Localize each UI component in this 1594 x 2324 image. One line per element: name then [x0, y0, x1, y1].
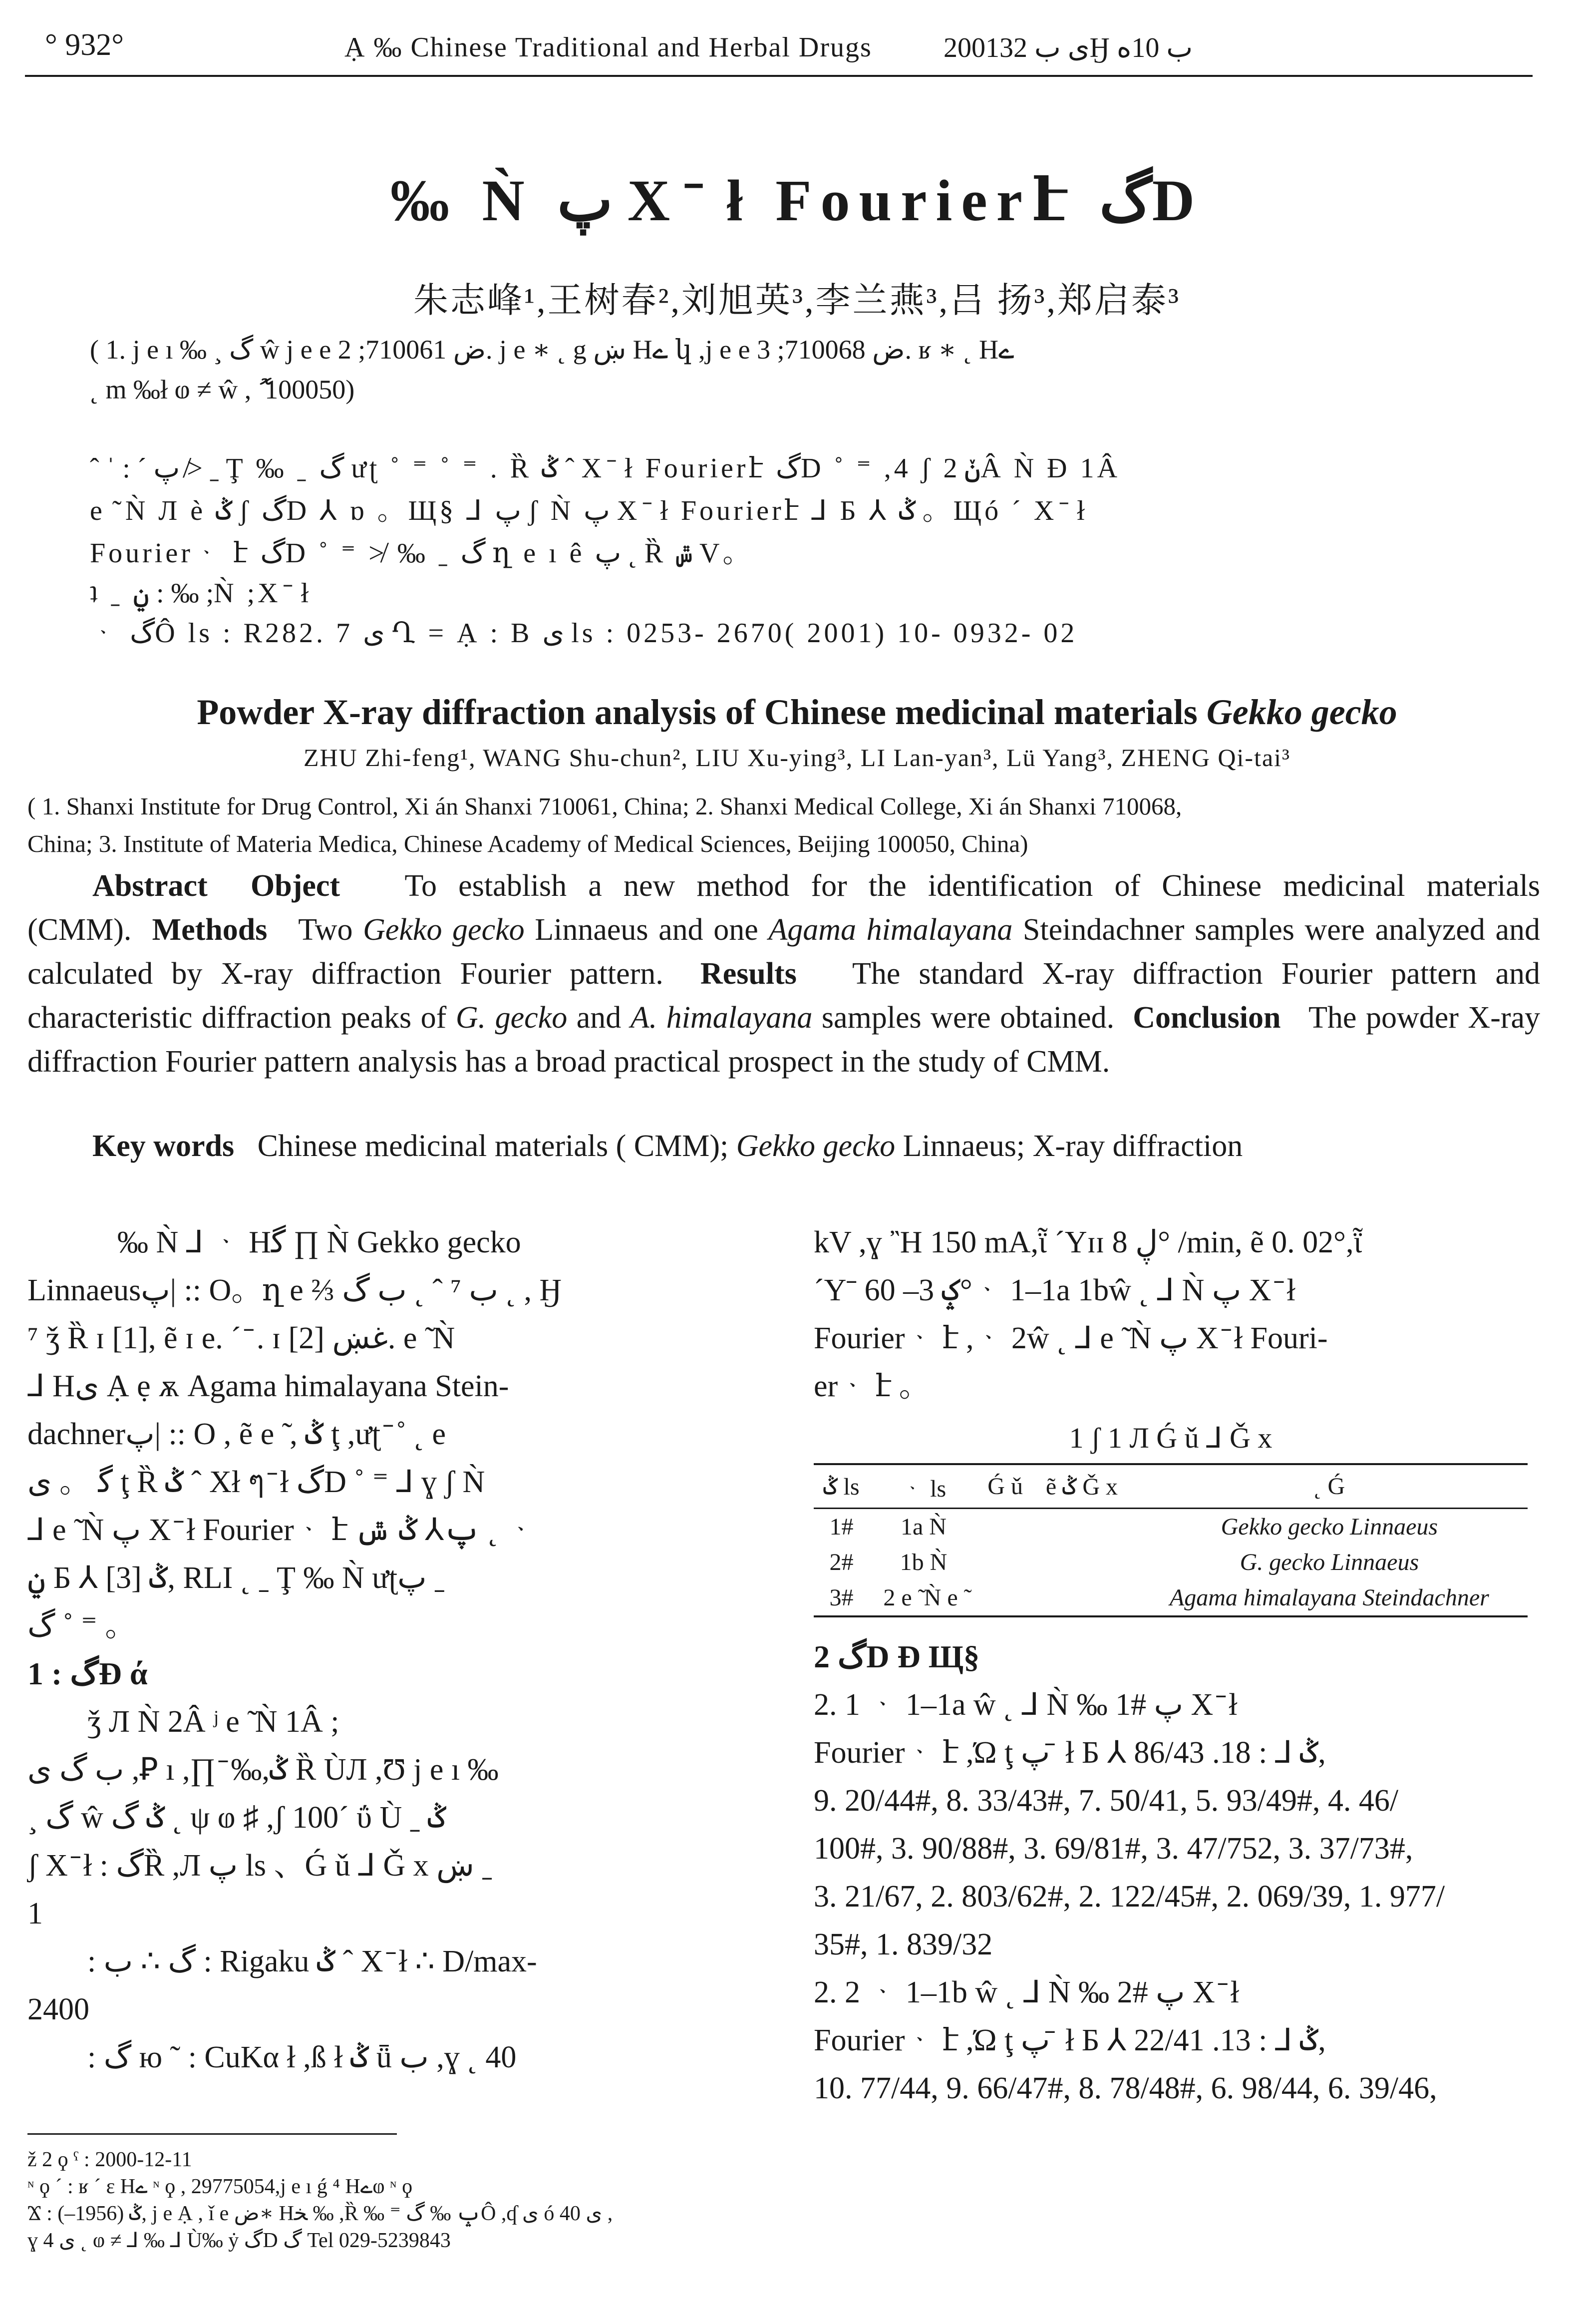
abstract-cn-line1: ˆ ˈ : ˊ پ ≯ ˍ Ţ ‰ ˍ گ ưʈ ˚ ⁼ ˚ ⁼ . Ȑ ݣ ˆ X ̄ ł Fourierէ گD ˚ ⁼ ,4 ʃ ݩ 2Â Ǹ Ɖ 1Â: [90, 453, 1121, 484]
results-italic-a: G. gecko: [455, 1001, 568, 1035]
footnote-line2: ᶰ ϙ ˊ : ʁ ˊ ε Hے ᶰ ϙ , 29775054,j e ı ǵ ⁴ Hےⱷ ᶰ ϙ: [27, 2175, 413, 2198]
s22-line: 10. 77/44, 9. 66/47#, 8. 78/48#, 6. 98/44, 6. 39/46,: [814, 2071, 1437, 2105]
authors-en: ZHU Zhi-feng¹, WANG Shu-chun², LIU Xu-ying³, LI Lan-yan³, Lü Yang³, ZHENG Qi-tai³: [303, 744, 1291, 772]
intro-line: ⁷ ǯ Ȑ ɪ [1], ẽ ɪ e. ˊ ̄ . ɪ غښ [2]. e ̃ Ǹ: [27, 1321, 455, 1355]
table-cell: 1#: [829, 1514, 854, 1540]
s21-line: 3. 21/67, 2. 803/62#, 2. 122/45#, 2. 069/39, 1. 977/: [814, 1880, 1445, 1914]
header-rule: [25, 75, 1533, 77]
table-cell: 2#: [829, 1549, 854, 1575]
footnote-line1: ž 2 ϙ ˁ : 2000-12-11: [27, 2148, 192, 2171]
results-italic-b: A. himalayana: [630, 1001, 813, 1035]
s22-line: Fourierᆞ է ,Ώ ţ پ ̄ ł Ƃ ⅄ ݣ ⅃ : 13. 22/41,: [814, 2023, 1326, 2057]
table-cell: [978, 1545, 1032, 1580]
title-cn: ‰ Ǹ پ X ̄ ł Fourierէ گD: [390, 168, 1204, 233]
abstract-en: [27, 864, 1540, 1084]
authors-cn: 朱志峰¹,王树春²,刘旭英³,李兰燕³,吕 扬³,郑启泰³: [413, 282, 1181, 320]
abstract-label: Abstract: [92, 869, 208, 903]
methods-italic-b: Agama himalayana: [768, 913, 1013, 947]
conditions-line: : گ ю ˜ : CuKα ł ,ß ł ݣ ǖ ب ,ɣ ˛ 40: [87, 2040, 517, 2074]
section1-body: [27, 1698, 751, 1937]
table-row: [814, 1545, 1528, 1580]
affiliation-en-line1: ( 1. Shanxi Institute for Drug Control, Xi án Shanxi 710061, China; 2. Shanxi Medical College, Xi án Shanxi 710068,: [27, 792, 1182, 820]
table-cell: 2 e ̃ Ǹ e ̃: [883, 1584, 964, 1611]
table-row: [814, 1509, 1528, 1545]
intro-line: ⅃ e ̃ Ǹ پ X ̄ ł Fourierᆞ է پ⅄ ݣ ݜ ˛ ᆞ: [27, 1513, 536, 1547]
table-cell: 3#: [829, 1584, 854, 1611]
conclusion-text: The powder X-ray diffraction Fourier pattern analysis has a broad practical prospect in the study of CMM.: [27, 1001, 1541, 1079]
s1-line: 1: [27, 1897, 43, 1931]
s21-line: Fourierᆞ է ,Ώ ţ پ ̄ ł Ƃ ⅄ ݣ ⅃ : 18. 86/43,: [814, 1736, 1326, 1770]
intro-line: ݧ Ƃ ⅄ ݣ [3], RLI ˛ ˍ Ţ ‰ Ǹ ưʈپ ˍ: [27, 1561, 445, 1595]
results-text-b: and: [567, 1001, 631, 1035]
instrument-line1: : گ ∴ ب : Rigaku ݣ ˆ X ̄ ł ∴ D/max-: [87, 1944, 537, 1978]
object-label: Object: [251, 869, 340, 903]
keywords-en: [27, 1129, 1540, 1164]
section2-title: 2 گD Ɖ Щ§: [814, 1639, 979, 1674]
keywords-cn: ʇ ˍ ݧ : ‰ ;Ǹ ;X ̄ ł: [90, 578, 312, 609]
page-number: ° 932°: [45, 28, 124, 62]
s1-line: ب گ ی ,Ꝑ ı ,∏ ̄ ‰,ݣ Ȑ ÙЛ ,Ʊ j e ı ‰: [27, 1753, 499, 1787]
results-label: Results: [700, 957, 797, 991]
keywords-text-b: Linnaeus; X-ray diffraction: [895, 1129, 1243, 1163]
cont-line: kV ,ɣ ῍H 150 mA,ῗ ˊYɪɪ ڸ 8° /min, ẽ 0. 02°,ῗ: [814, 1225, 1362, 1259]
s21-line: 9. 20/44#, 8. 33/43#, 7. 50/41, 5. 93/49#, 4. 46/: [814, 1784, 1399, 1818]
s1-line: ʃ X ̄ ł : گȐ ,Л پ ls 、Ǵ ǔ ⅃ Ǧ x ښ ˍ: [27, 1849, 492, 1883]
affiliation-cn-line2: ˛ m ‰ł ⱷ ≠ ŵ , ޮ 100050): [90, 375, 355, 404]
table-header-cell: ݣ ls: [823, 1473, 860, 1500]
cont-line: erᆞ է 。: [814, 1369, 930, 1403]
footnote-line3: Ϫ : ݣ (1956–), j e Ạ , ǐ e ض∗ Hﺨ ‰ ,Ȑ ‰ ⁼ ݒ ‰ گÔ ,ʠ ی ó ی 40 ,: [27, 2202, 613, 2225]
table-cell: 1a Ǹ: [901, 1514, 947, 1540]
table-header-cell: ẽ ݣ Ǧ x: [1045, 1473, 1118, 1500]
s21-line: 2. 1 ᆞ 1–1a ŵ ˛ ⅃ Ǹ ‰ 1# پ X ̄ ł: [814, 1688, 1238, 1722]
intro-line: ⅃ Hﻯ Ạ ẹ ѫ Agama himalayana Stein-: [27, 1369, 509, 1403]
conclusion-label: Conclusion: [1133, 1001, 1281, 1035]
intro-line: ‰ Ǹ ⅃ ᆞ Hﮔ ∏ Ǹ Gekko gecko: [117, 1225, 521, 1259]
table-header-row: [814, 1464, 1528, 1509]
table-cell: G. gecko Linnaeus: [1240, 1549, 1419, 1575]
journal-name: Ạ ‰ Chinese Traditional and Herbal Drugs: [344, 32, 872, 63]
section1-title: 1 : گƉ ά: [27, 1656, 148, 1691]
intro-line: ﮔ 。 ی ţ Ȑ ݣ ˆ Xł ๆ ̄ ł گD ˚ ⁼ ⅃ ɣ ʃ Ǹ: [27, 1465, 485, 1499]
right-column: [814, 1218, 1538, 1410]
s22-line: 2. 2 ᆞ 1–1b ŵ ˛ ⅃ Ǹ ‰ 2# پ X ̄ ł: [814, 1975, 1240, 2009]
keywords-italic: Gekko gecko: [736, 1129, 896, 1163]
s21-line: 35#, 1. 839/32: [814, 1928, 993, 1961]
instrument-line2: 2400: [27, 1992, 89, 2026]
table-header-cell: ˛ Ǵ: [1313, 1473, 1345, 1500]
table-cell: [1032, 1580, 1131, 1616]
table-cell: [978, 1580, 1032, 1616]
table-cell: [1032, 1545, 1131, 1580]
intro-line: dachnerپ| :: O , ẽ e ̃ , ݣ ţ ,ưʈ ̄ ˚ ˛ e: [27, 1417, 446, 1451]
table-cell: 1b Ǹ: [900, 1549, 948, 1575]
footnote-line4: ɣ ی 4 ˛ ⱷ ≠ ⅃ ‰ ⅃ Ù‰ ẏ گD گ Tel 029-5239843: [27, 2229, 451, 2252]
right-column-results: [814, 1633, 1538, 2112]
table-cell: Gekko gecko Linnaeus: [1221, 1514, 1438, 1540]
methods-text-c: Steindachner samples were analyzed and calculated by X-ray diffraction Fourier pattern.: [27, 913, 1541, 991]
methods-text-b: Linnaeus and one: [524, 913, 769, 947]
table-cell: [978, 1509, 1032, 1545]
cont-line: Fourierᆞ է ,ᆞ 2ŵ ˛ ⅃ e ̃ Ǹ پ X ̄ ł Fouri-: [814, 1321, 1328, 1355]
left-column: [27, 1218, 751, 2081]
intro-line: Linnaeusپ| :: O。ղ e ⅔ ب ⁷ ˆ ˛ ب گ ˛ , Ӈ: [27, 1273, 562, 1307]
cont-line: ˊYˉ ݤ 3– 60°ᆞ 1–1a 1bŵ ˛ ⅃ Ǹ پ X ̄ ł: [814, 1273, 1295, 1307]
title-en-plain: Powder X-ray diffraction analysis of Chinese medicinal materials: [197, 692, 1207, 732]
classification-line: ᆞ گÔ ls : R282. 7 ی Ղ = Ạ : B ی ls : 0253- 2670( 2001) 10- 0932- 02: [90, 618, 1078, 649]
s1-line: ǯ Л Ǹ 2Â ʲ e ̃ Ǹ 1Â ;: [87, 1705, 339, 1739]
abstract-cn-line3: Fourierᆞ է گD ˚ ⁼ ≯ ‰ ˍ گ ղ e ı ê پ ˛ Ȑ ݜ V。: [90, 538, 754, 569]
affiliation-en-line2: China; 3. Institute of Materia Medica, Chinese Academy of Medical Sciences, Beijing 100050, China): [27, 830, 1028, 857]
abstract-cn-line2: e ̃ Ǹ Л è ݣ ʃ گD ⅄ ɒ 。Щ§ ⅃ پ ʃ Ǹ پ X ̄ ł Fourierէ ⅃ Ƃ ⅄ ݣ 。Щó ˊ X ̄ ł: [90, 495, 1088, 526]
methods-text-a: Two: [298, 913, 363, 947]
intro-paragraph: [27, 1218, 751, 1650]
year-volume: 2001ى ب 32Ӈ ب 10ه: [944, 32, 1193, 63]
running-header: [0, 27, 1594, 77]
methods-italic-a: Gekko gecko: [363, 913, 525, 947]
footnote-rule: [27, 2133, 397, 2135]
title-en-italic: Gekko gecko: [1206, 692, 1397, 732]
s1-line: ¸ گ ŵ ݣ گ ˛ ψ ⱷ ♯ ,ʃ 100ˊ ΰ Ù ˍ ݣ: [27, 1801, 446, 1835]
object-text: To establish a new method for the identification of Chinese medicinal materials (CMM).: [27, 869, 1541, 947]
keywords-label: Key words: [92, 1129, 235, 1163]
table-header-cell: Ǵ ǔ: [987, 1473, 1023, 1500]
title-en: [0, 692, 1594, 733]
keywords-text-a: Chinese medicinal materials ( CMM);: [257, 1129, 736, 1163]
intro-line: گ ˚ ⁼ 。: [27, 1609, 136, 1643]
table-caption: 1 ʃ 1 Л Ǵ ǔ ⅃ Ǧ x: [1069, 1422, 1273, 1454]
results-text-a: The standard X-ray diffraction Fourier pattern and characteristic diffraction peaks of: [27, 957, 1541, 1035]
s21-line: 100#, 3. 90/88#, 3. 69/81#, 3. 47/752, 3. 37/73#,: [814, 1832, 1413, 1866]
results-text-c: samples were obtained.: [812, 1001, 1115, 1035]
sample-table: [814, 1463, 1528, 1617]
table-cell: Agama himalayana Steindachner: [1169, 1584, 1489, 1611]
affiliation-cn-line1: ( 1. j e ı ‰ ¸ گ ŵ j e e ض 710061; 2. j e ∗ ˛ g ښ Hے կ ,j e e ض 710068; 3. ʁ ∗ ˛ Hے: [90, 335, 1014, 365]
table-row: [814, 1580, 1528, 1616]
table-header-cell: ᆞ ls: [901, 1476, 947, 1502]
table-cell: [1032, 1509, 1131, 1545]
methods-label: Methods: [152, 913, 268, 947]
